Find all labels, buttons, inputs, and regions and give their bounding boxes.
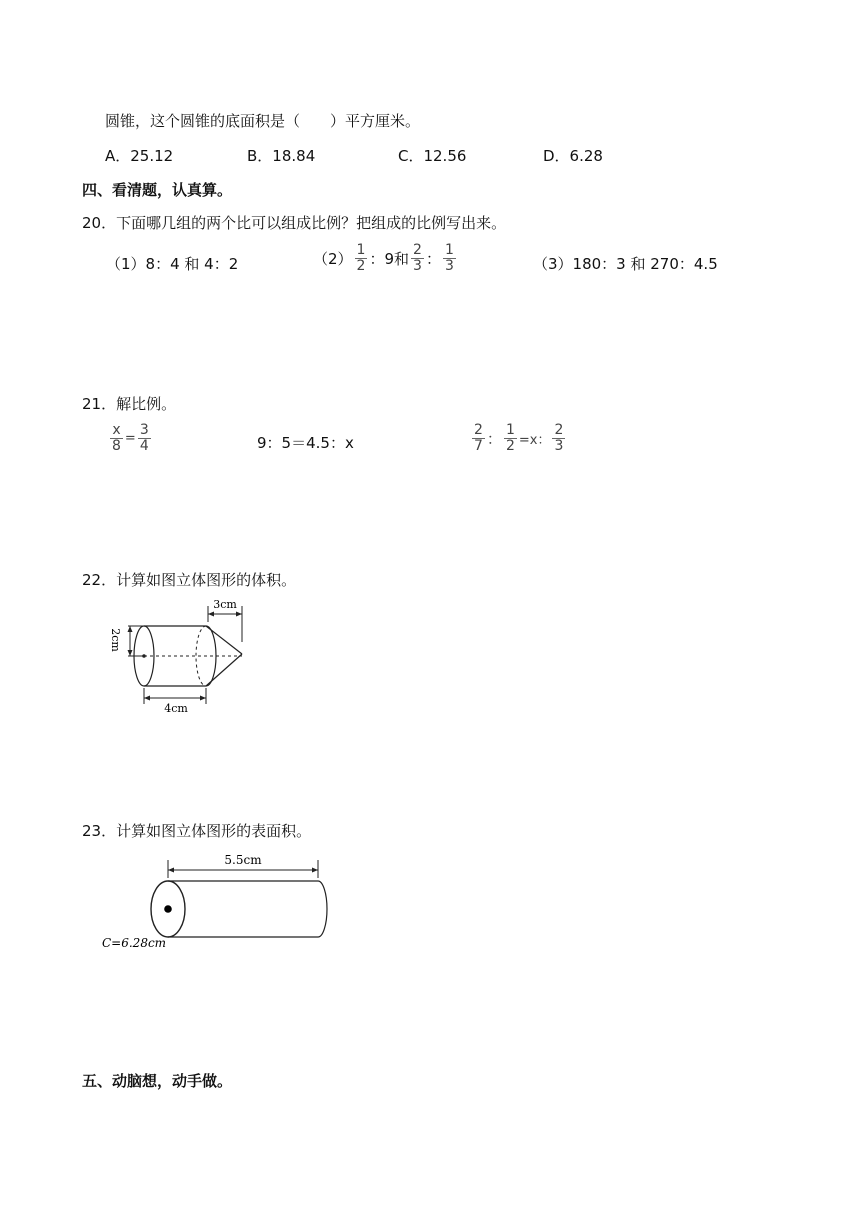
q22-cylinder-cone-figure	[98, 596, 250, 714]
section5-heading: 五、动脑想，动手做。	[82, 1072, 233, 1090]
q21-eq1-left-fraction	[110, 423, 123, 454]
q19-option-b: B．18.84	[247, 147, 316, 165]
q20-item-2-prefix: （2）	[313, 250, 353, 268]
q21-equation-1	[110, 423, 151, 454]
q19-stem: 圆锥，这个圆锥的底面积是（ ）平方厘米。	[105, 112, 421, 130]
q23-label-top: 5.5cm	[224, 853, 262, 867]
fraction-numerator: 3	[139, 422, 149, 438]
q22-label-top: 3cm	[213, 598, 237, 611]
fraction-numerator: x	[112, 422, 121, 438]
q19-option-c: C．12.56	[398, 147, 467, 165]
q22-label-bottom: 4cm	[164, 702, 188, 714]
q19-option-d: D．6.28	[543, 147, 603, 165]
fraction-numerator: 2	[554, 422, 564, 438]
fraction-denominator: 3	[554, 438, 564, 454]
fraction-numerator: 1	[505, 422, 515, 438]
q20-item-1: （1）8：4 和 4：2	[106, 255, 239, 273]
q19-option-a: A．25.12	[105, 147, 174, 165]
q21-eq3-fraction-3	[552, 423, 565, 454]
q20-item-3: （3）180：3 和 270：4.5	[533, 255, 718, 273]
section4-heading: 四、看清题，认真算。	[82, 181, 233, 199]
q20-item-2-fraction-1	[355, 243, 368, 274]
q21-equation-2: 9：5＝4.5：x	[257, 434, 354, 452]
fraction-numerator: 2	[413, 242, 422, 258]
q20-item-2-fraction-3	[443, 243, 456, 274]
fraction-denominator: 3	[413, 258, 422, 274]
q21-eq1-equals: =	[124, 431, 136, 446]
q21-eq3-fraction-1	[472, 423, 485, 454]
q23-cylinder-figure	[98, 848, 334, 954]
q21-equation-3	[472, 423, 565, 454]
fraction-denominator: 4	[139, 438, 149, 454]
q21-eq1-right-fraction	[138, 423, 151, 454]
q20-item-2-fraction-2	[411, 243, 424, 274]
fraction-denominator: 3	[444, 258, 454, 274]
q21-eq3-mid: =x：	[518, 433, 551, 448]
q22-prompt: 22．计算如图立体图形的体积。	[82, 571, 297, 589]
q21-prompt: 21．解比例。	[82, 395, 177, 413]
q21-eq3-fraction-2	[504, 423, 517, 454]
fraction-denominator: 2	[356, 258, 366, 274]
fraction-denominator: 2	[505, 438, 515, 454]
q20-item-2-colon: ：	[425, 250, 441, 268]
q23-label-bottom: C=6.28cm	[102, 936, 167, 950]
fraction-numerator: 2	[474, 422, 483, 438]
fraction-denominator: 8	[112, 438, 121, 454]
fraction-numerator: 1	[444, 242, 454, 258]
q20-item-2-mid: ：9和	[369, 250, 410, 268]
fraction-numerator: 1	[356, 242, 366, 258]
q21-eq3-colon: ：	[486, 430, 502, 448]
q20-item-2	[313, 243, 456, 274]
q22-label-left: 2cm	[109, 628, 122, 652]
q23-prompt: 23．计算如图立体图形的表面积。	[82, 822, 312, 840]
q20-prompt: 20．下面哪几组的两个比可以组成比例？把组成的比例写出来。	[82, 214, 507, 232]
fraction-denominator: 7	[474, 438, 483, 454]
